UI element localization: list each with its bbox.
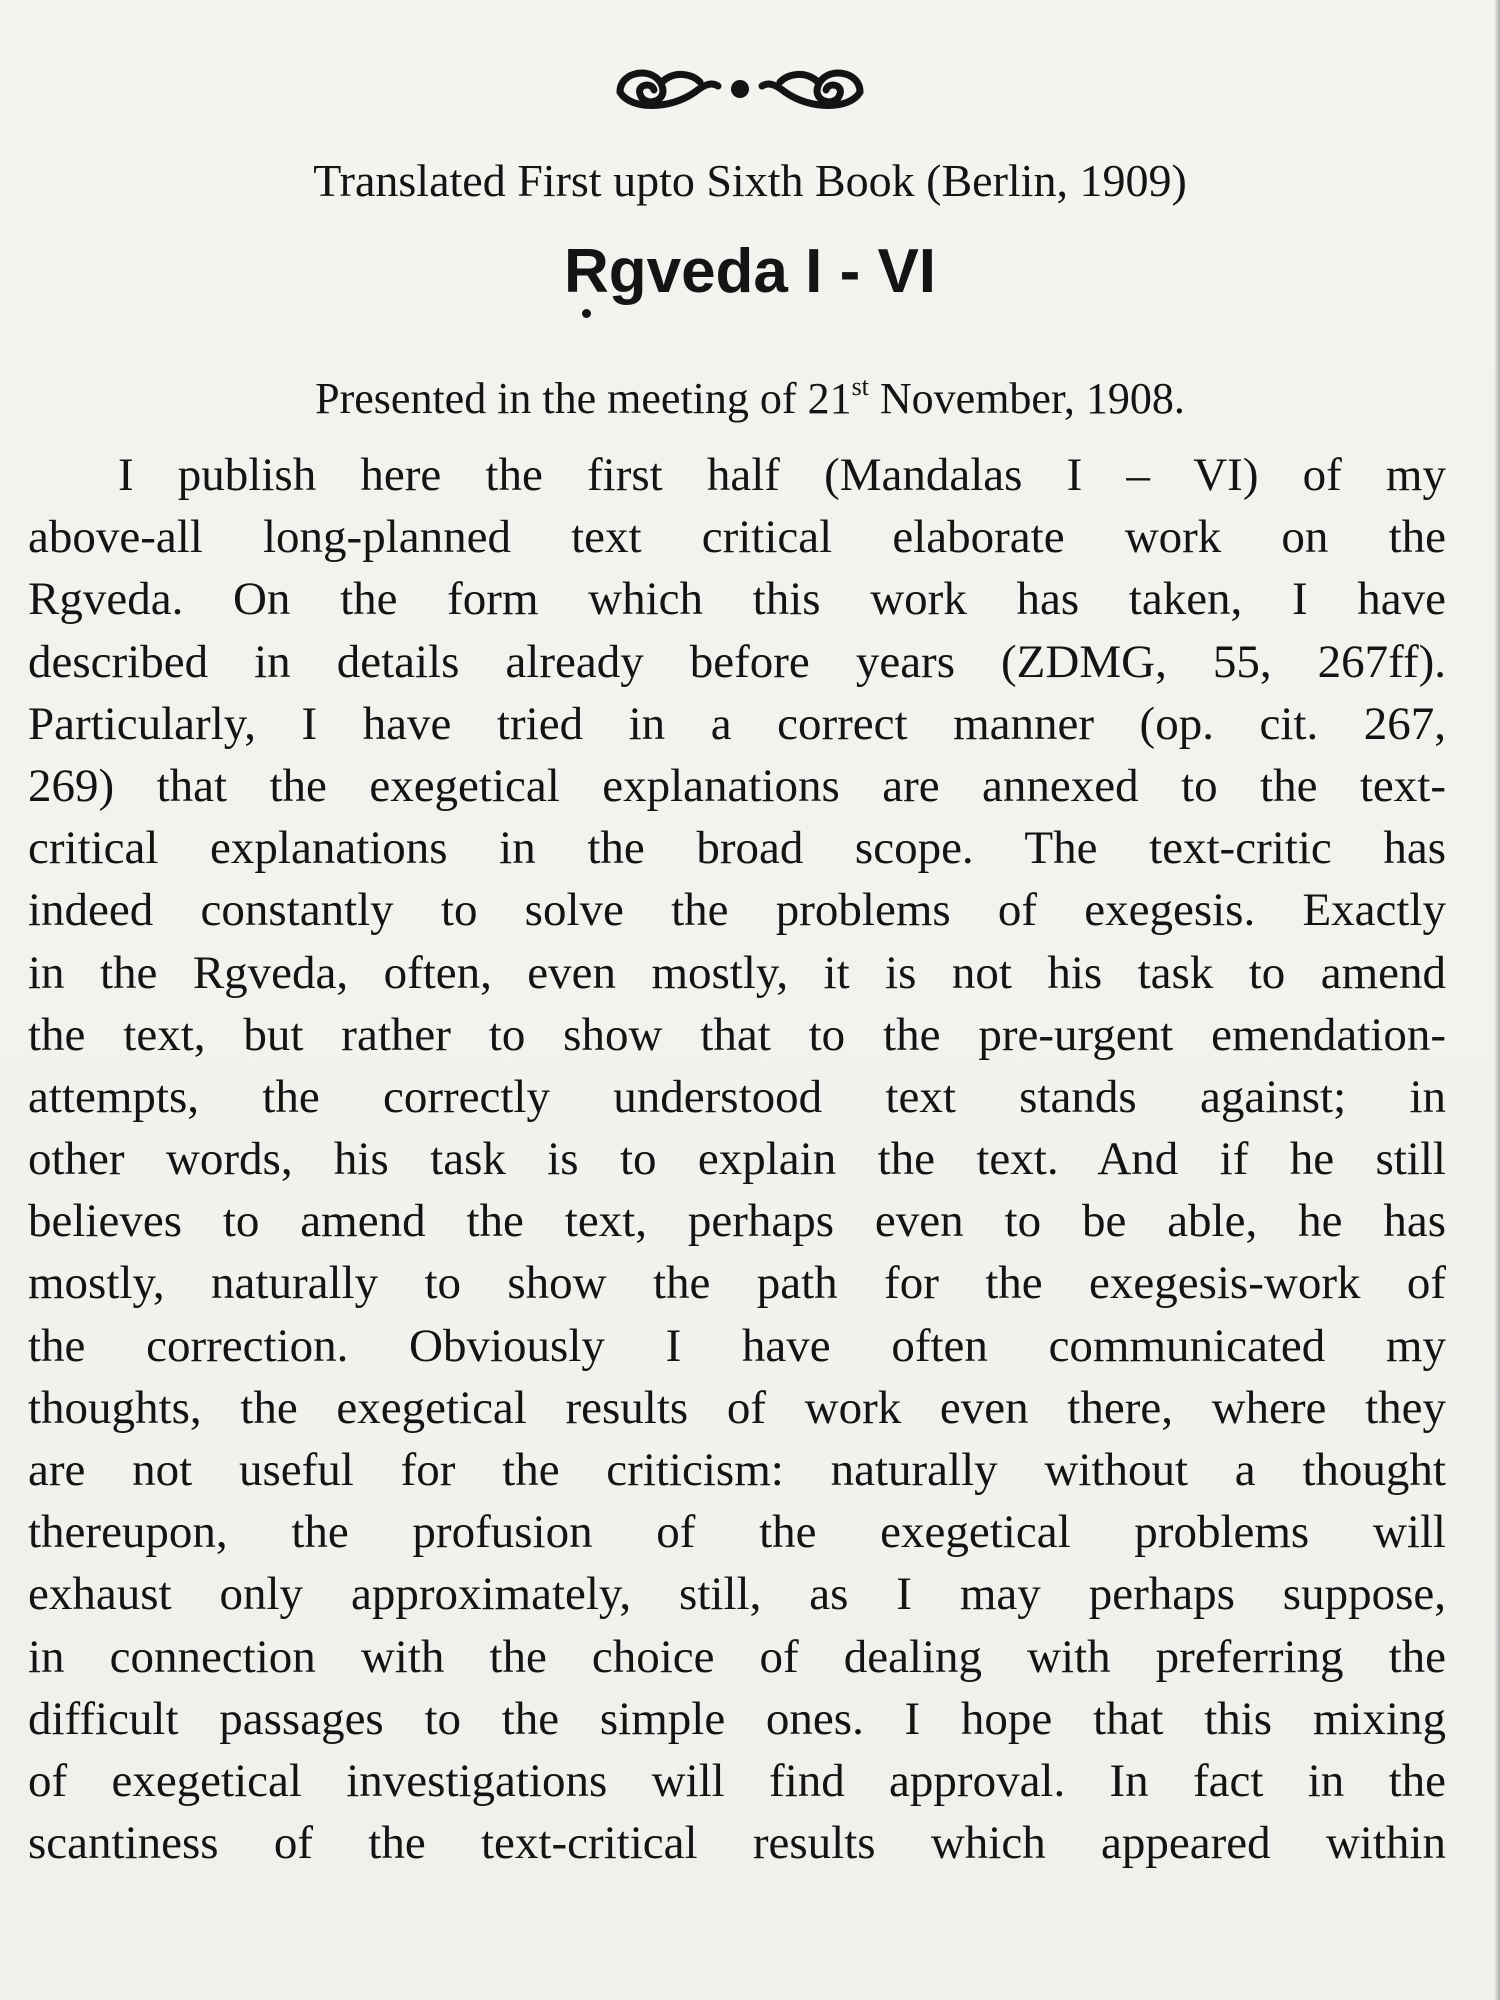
text-line: I publish here the first half (Mandalas I – VI) of my (118, 449, 1446, 501)
presented-superscript: st (851, 372, 869, 401)
text-line: in connection with the choice of dealing with preferring the (28, 1630, 1446, 1683)
text-line: mostly, naturally to show the path for the exegesis-work of (28, 1257, 1446, 1310)
text-line: Rgveda. On the form which this work has taken, I have (28, 573, 1446, 626)
text-line: the correction. Obviously I have often communicated my (28, 1319, 1446, 1372)
text-line: other words, his task is to explain the text. And if he still (28, 1133, 1446, 1186)
text-line: 269) that the exegetical explanations are annexed to the text- (28, 759, 1446, 812)
fleuron-ornament-icon (600, 52, 880, 122)
title-rest: gveda I - VI (608, 237, 937, 306)
presented-note (0, 370, 1500, 428)
presented-before: Presented in the meeting of 21 (315, 374, 852, 423)
presented-after: November, 1908. (868, 374, 1185, 423)
text-line: exhaust only approximately, still, as I may perhaps suppose, (28, 1568, 1446, 1621)
text-line: thoughts, the exegetical results of work even there, where they (28, 1381, 1446, 1434)
body-paragraph (28, 444, 1446, 1874)
text-line: thereupon, the profusion of the exegetical problems will (28, 1506, 1446, 1559)
text-line: scantiness of the text-critical results which appeared within (28, 1817, 1446, 1870)
text-line: critical explanations in the broad scope. The text-critic has (28, 822, 1446, 875)
text-line: indeed constantly to solve the problems of exegesis. Exactly (28, 884, 1446, 937)
text-line: believes to amend the text, perhaps even to be able, he has (28, 1195, 1446, 1248)
text-line: are not useful for the criticism: naturally without a thought (28, 1444, 1446, 1496)
text-line: above-all long-planned text critical elaborate work on the (28, 511, 1446, 564)
text-line: in the Rgveda, often, even mostly, it is not his task to amend (28, 946, 1446, 999)
text-line: of exegetical investigations will find approval. In fact in the (28, 1754, 1446, 1807)
subtitle: Translated First upto Sixth Book (Berlin, 1909) (313, 155, 1187, 206)
text-line: the text, but rather to show that to the pre-urgent emendation- (28, 1008, 1446, 1061)
text-line: described in details already before years (ZDMG, 55, 267ff). (28, 635, 1446, 688)
page-edge-shadow (1494, 0, 1500, 2000)
text-line: difficult passages to the simple ones. I hope that this mixing (28, 1692, 1446, 1745)
page-title (0, 232, 1500, 312)
title-initial: R (564, 232, 609, 312)
text-line: attempts, the correctly understood text stands against; in (28, 1070, 1446, 1123)
text-line: Particularly, I have tried in a correct manner (op. cit. 267, (28, 697, 1446, 750)
